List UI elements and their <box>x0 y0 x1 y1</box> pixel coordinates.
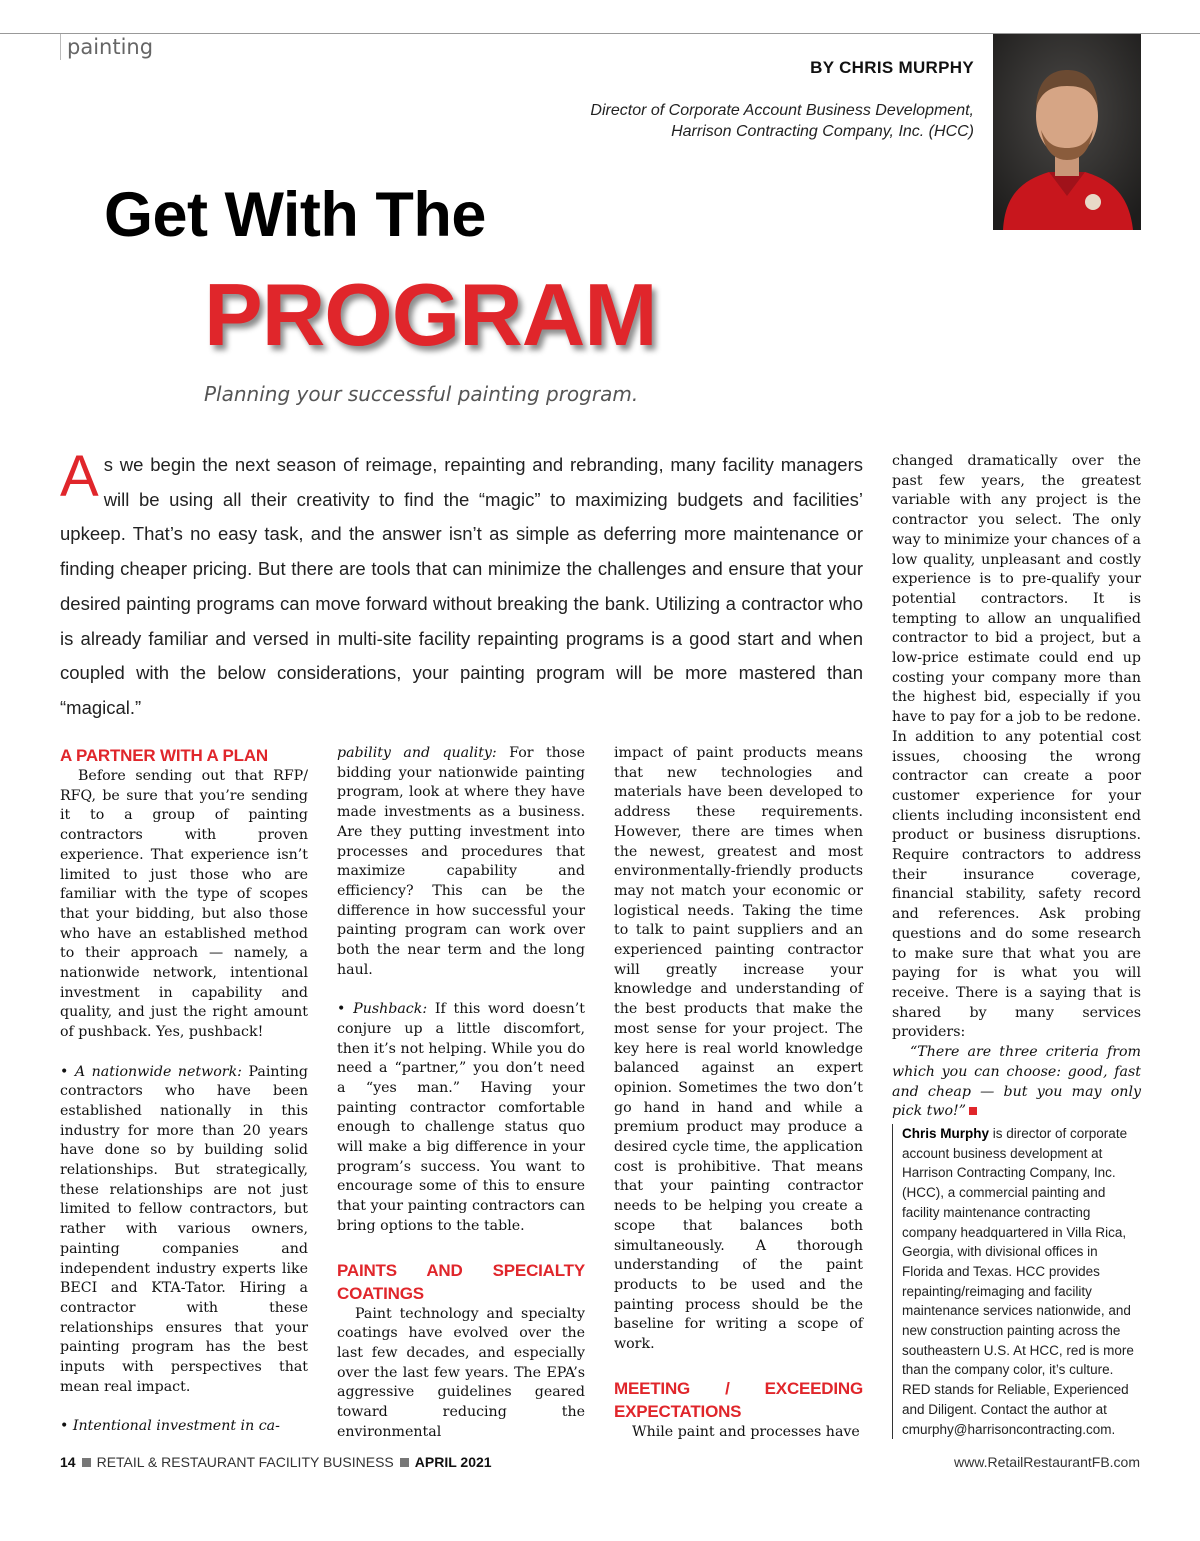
paragraph: Paint technology and specialty coatings have evolved over the last few decades, and especially over the last few years. The EPA’s aggressive guidelines geared toward reducing the environmental <box>337 1305 585 1440</box>
lead-paragraph <box>60 444 863 726</box>
paragraph <box>60 1063 308 1398</box>
end-mark-icon <box>969 1107 977 1115</box>
publication-name: RETAIL & RESTAURANT FACILITY BUSINESS <box>96 1454 394 1470</box>
headline-line1: Get With The <box>104 180 486 250</box>
paragraph: While paint and processes have <box>632 1423 860 1440</box>
drop-cap: A <box>60 444 99 509</box>
column-1 <box>60 744 308 1437</box>
closing-quote <box>892 1043 1141 1122</box>
bio-name: Chris Murphy <box>902 1126 990 1141</box>
lead-text: s we begin the next season of reimage, repainting and rebranding, many facility managers will be using all their creativity to find the “magic” to maximizing budgets and facilities’ upkeep. That’s no easy task, and the answer isn’t as simple as deferring more maintenance or finding cheaper pricing. But there are tools that can minimize the challenges and ensure that your desired painting programs can move forward without breaking the bank. Utilizing a contractor who is already familiar and versed in multi-site facility repainting programs is a good start and when coupled with the below considerations, your painting program will be more mastered than “magical.” <box>60 454 863 718</box>
website-link[interactable]: www.RetailRestaurantFB.com <box>954 1454 1140 1470</box>
page-number: 14 <box>60 1454 76 1470</box>
paragraph <box>60 1417 308 1437</box>
author-role-line1: Director of Corporate Account Business Development, <box>590 102 974 119</box>
paragraph <box>337 1000 585 1236</box>
paragraph-text: For those bidding your nationwide painting program, look at where they have made investments as a business. Are they putting investment into processes and procedures that maximize capability and efficiency? This can be the difference in how successful your painting program can work over both the near term and the long haul. <box>337 745 585 978</box>
lead-in: • Pushback: <box>337 1001 428 1018</box>
section-label: painting <box>60 34 153 60</box>
paragraph: impact of paint products means that new technologies and materials have been developed to address these requirements. However, there are times when the newest, greatest and most environmentally-friendly products may not match your economic or logistical needs. Taking the time to talk to paint suppliers and an experienced painting contractor will greatly increase your knowledge and understanding of the best products that make the most sense for your project. The key here is real world knowledge balanced against an expert opinion. Sometimes the two don’t go hand in hand and while a premium product may produce a desired cycle time, the application cost is prohibitive. That means that your painting contractor needs to be helping you create a scope that balances both simultaneously. A thorough understanding of the paint products to be used and the painting process should be the baseline for writing a scope of work. <box>614 745 863 1353</box>
separator-square-icon <box>400 1458 409 1467</box>
lead-in: pability and quality: <box>337 745 497 761</box>
quote-text: “There are three criteria from which you can choose: good, fast and cheap — but you may only pick two!” <box>892 1044 1141 1120</box>
author-role <box>454 100 974 142</box>
column-2 <box>337 744 585 1442</box>
subtitle: Planning your successful painting program. <box>204 382 639 406</box>
issue-date: APRIL 2021 <box>414 1454 492 1470</box>
section-heading-partner: A PARTNER WITH A PLAN <box>60 746 268 765</box>
column-4 <box>892 452 1141 1122</box>
footer-left <box>60 1454 492 1470</box>
author-bio <box>892 1124 1142 1439</box>
headline-line2: PROGRAM <box>204 265 657 364</box>
author-photo <box>993 34 1141 230</box>
column-3 <box>614 744 863 1443</box>
bio-text: is director of corporate account business development at Harrison Contracting Company, Inc. (HCC), a commercial painting and facility maintenance contracting company headquartered in Villa Rica, Georgia, with divisional offices in Florida and Texas. HCC provides repainting/reimaging and facility maintenance services nationwide, and new construction painting across the southeastern U.S. At HCC, red is more than the company color, it’s culture. RED stands for Reliable, Experienced and Diligent. Contact the author at cmurphy@harrisoncontracting.com. <box>902 1126 1134 1437</box>
paragraph-text: If this word doesn’t conjure up a little discomfort, then it’s not helping. While you do need a “partner,” you don’t need a “yes man.” Having your painting contractor comfortable enough to challenge status quo will make a big difference in your program’s success. You want to encourage some of this to ensure that your painting contractors can bring options to the table. <box>337 1001 585 1234</box>
author-role-line2: Harrison Contracting Company, Inc. (HCC) <box>671 123 974 140</box>
paragraph: changed dramatically over the past few years, the greatest variable with any project is the contractor you select. The only way to minimize your chances of a low quality, unpleasant and costly experience is to pre-qualify your potential contractors. It is tempting to allow an unqualified contractor to bid a project, but a low-price estimate could end up costing your company more than the highest bid, especially if you have to pay for a job to be redone. In addition to any potential cost issues, choosing the wrong contractor can create a poor customer experience for your clients including inconsistent end product or business disruptions. Require contractors to address their insurance coverage, financial stability, safety record and references. Ask probing questions and do some research to make sure that what you are paying for is what you will receive. There is a saying that is shared by many services providers: <box>892 453 1141 1041</box>
separator-square-icon <box>82 1458 91 1467</box>
section-heading-paints: PAINTS AND SPECIALTY COATINGS <box>337 1260 585 1303</box>
paragraph: Before sending out that RFP/ RFQ, be sure that you’re sending it to a group of painting contractors with proven experience. That experience isn’t limited to just those who are familiar with the type of scopes that your bidding, but also those who have an established method to their approach — namely, a nationwide network, intentional investment in capability and quality, and just the right amount of pushback. Yes, pushback! <box>60 768 308 1041</box>
section-heading-expectations: MEETING / EXCEEDING EXPECTATIONS <box>614 1378 863 1421</box>
lead-in: • Intentional investment in ca- <box>60 1418 280 1435</box>
paragraph-text: Painting contractors who have been established nationally in this industry for more than 20 years have done so by building solid relationships. But strategically, these relationships are not just limited to fellow contractors, but rather with various owners, painting companies and independent industry experts like BECI and KTA-Tator. Hiring a contractor with these relationships ensures that your painting program has the best inputs with perspectives that mean real impact. <box>60 1063 308 1395</box>
byline: BY CHRIS MURPHY <box>810 58 974 77</box>
paragraph <box>337 744 585 980</box>
lead-in: • A nationwide network: <box>60 1063 242 1080</box>
author-portrait-image <box>993 34 1141 230</box>
